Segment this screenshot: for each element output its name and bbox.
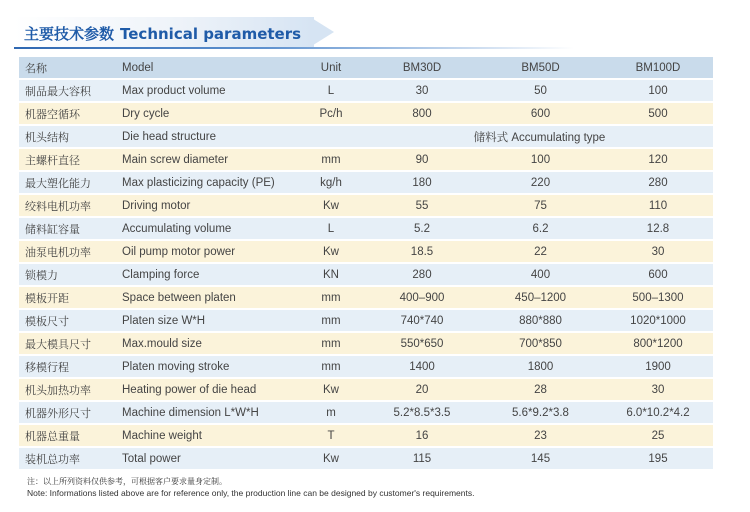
param-value-bm30d: 400–900 — [366, 286, 478, 309]
param-name-en: Die head structure — [116, 125, 296, 148]
param-value-bm30d: 20 — [366, 378, 478, 401]
table-row — [19, 355, 713, 378]
param-unit: L — [296, 79, 366, 102]
param-value-bm100d: 30 — [603, 378, 713, 401]
section-title-bar — [14, 17, 574, 49]
param-value-bm50d: 22 — [478, 240, 603, 263]
param-value-bm50d: 28 — [478, 378, 603, 401]
param-value-bm50d: 880*880 — [478, 309, 603, 332]
param-value-bm30d: 1400 — [366, 355, 478, 378]
param-name-zh: 锁模力 — [19, 263, 116, 286]
table-row — [19, 240, 713, 263]
technical-parameters-table — [19, 57, 713, 471]
param-value-bm100d: 30 — [603, 240, 713, 263]
table-row — [19, 401, 713, 424]
param-name-zh: 装机总功率 — [19, 447, 116, 470]
param-name-en: Total power — [116, 447, 296, 470]
param-name-en: Heating power of die head — [116, 378, 296, 401]
param-unit: m — [296, 401, 366, 424]
header-name-zh: 名称 — [19, 57, 116, 79]
param-name-en: Platen moving stroke — [116, 355, 296, 378]
param-unit: mm — [296, 286, 366, 309]
param-name-zh: 机头加热功率 — [19, 378, 116, 401]
param-unit: Pc/h — [296, 102, 366, 125]
param-value-bm50d: 100 — [478, 148, 603, 171]
param-value-bm30d: 115 — [366, 447, 478, 470]
param-value-bm50d: 450–1200 — [478, 286, 603, 309]
note-zh: 注：以上所列资料仅供参考，可根据客户要求量身定制。 — [27, 477, 227, 486]
param-name-en: Space between platen — [116, 286, 296, 309]
param-value-bm100d: 120 — [603, 148, 713, 171]
table-row — [19, 332, 713, 355]
param-unit: Kw — [296, 194, 366, 217]
table-row — [19, 148, 713, 171]
section-title-zh: 主要技术参数 — [24, 25, 115, 43]
param-name-en: Machine weight — [116, 424, 296, 447]
param-value-bm30d: 800 — [366, 102, 478, 125]
param-value-bm50d: 6.2 — [478, 217, 603, 240]
param-value-all-models: 储料式 Accumulating type — [366, 125, 713, 148]
param-value-bm100d: 1900 — [603, 355, 713, 378]
param-value-bm30d: 5.2 — [366, 217, 478, 240]
param-value-bm100d: 800*1200 — [603, 332, 713, 355]
param-value-bm30d: 180 — [366, 171, 478, 194]
param-name-en: Max.mould size — [116, 332, 296, 355]
param-value-bm100d: 280 — [603, 171, 713, 194]
param-value-bm100d: 12.8 — [603, 217, 713, 240]
table-row — [19, 378, 713, 401]
param-value-bm100d: 1020*1000 — [603, 309, 713, 332]
table-row — [19, 309, 713, 332]
param-value-bm30d: 30 — [366, 79, 478, 102]
param-name-zh: 机头结构 — [19, 125, 116, 148]
param-name-zh: 机器外形尺寸 — [19, 401, 116, 424]
param-name-en: Platen size W*H — [116, 309, 296, 332]
param-name-en: Main screw diameter — [116, 148, 296, 171]
table-row — [19, 171, 713, 194]
param-value-bm30d: 55 — [366, 194, 478, 217]
param-value-bm50d: 220 — [478, 171, 603, 194]
param-unit: KN — [296, 263, 366, 286]
param-value-bm50d: 5.6*9.2*3.8 — [478, 401, 603, 424]
header-model-bm50d: BM50D — [478, 57, 603, 79]
param-value-bm30d: 280 — [366, 263, 478, 286]
param-value-bm50d: 1800 — [478, 355, 603, 378]
param-unit: mm — [296, 309, 366, 332]
title-underline — [14, 47, 574, 49]
param-name-en: Max plasticizing capacity (PE) — [116, 171, 296, 194]
param-name-zh: 模板尺寸 — [19, 309, 116, 332]
param-name-en: Accumulating volume — [116, 217, 296, 240]
param-value-bm30d: 550*650 — [366, 332, 478, 355]
param-name-zh: 最大模具尺寸 — [19, 332, 116, 355]
param-unit: T — [296, 424, 366, 447]
table-header-row — [19, 57, 713, 79]
param-name-zh: 机器空循环 — [19, 102, 116, 125]
param-value-bm100d: 195 — [603, 447, 713, 470]
param-name-zh: 储料缸容量 — [19, 217, 116, 240]
table-row — [19, 424, 713, 447]
section-title — [24, 23, 301, 44]
table-row — [19, 125, 713, 148]
param-name-en: Dry cycle — [116, 102, 296, 125]
param-unit: mm — [296, 332, 366, 355]
param-name-zh: 制品最大容积 — [19, 79, 116, 102]
param-unit: mm — [296, 355, 366, 378]
table-row — [19, 102, 713, 125]
param-name-zh: 移模行程 — [19, 355, 116, 378]
param-value-bm100d: 500–1300 — [603, 286, 713, 309]
param-value-bm50d: 145 — [478, 447, 603, 470]
param-value-bm100d: 500 — [603, 102, 713, 125]
param-name-en: Oil pump motor power — [116, 240, 296, 263]
param-value-bm30d: 18.5 — [366, 240, 478, 263]
table-row — [19, 286, 713, 309]
table-row — [19, 217, 713, 240]
table-row — [19, 447, 713, 470]
title-arrow-decoration — [310, 17, 334, 47]
param-unit: L — [296, 217, 366, 240]
param-name-zh: 主螺杆直径 — [19, 148, 116, 171]
param-value-bm50d: 50 — [478, 79, 603, 102]
param-name-en: Max product volume — [116, 79, 296, 102]
param-value-bm50d: 75 — [478, 194, 603, 217]
param-name-zh: 绞料电机功率 — [19, 194, 116, 217]
header-unit: Unit — [296, 57, 366, 79]
param-unit — [296, 125, 366, 148]
note-en: Note: Informations listed above are for reference only, the production line can be designed by customer's requirements. — [27, 488, 475, 498]
param-value-bm30d: 5.2*8.5*3.5 — [366, 401, 478, 424]
param-name-zh: 模板开距 — [19, 286, 116, 309]
param-name-zh: 机器总重量 — [19, 424, 116, 447]
table-row — [19, 79, 713, 102]
param-unit: mm — [296, 148, 366, 171]
param-value-bm100d: 100 — [603, 79, 713, 102]
param-value-bm100d: 600 — [603, 263, 713, 286]
param-value-bm50d: 23 — [478, 424, 603, 447]
param-value-bm50d: 600 — [478, 102, 603, 125]
param-unit: Kw — [296, 240, 366, 263]
param-name-zh: 最大塑化能力 — [19, 171, 116, 194]
param-value-bm100d: 25 — [603, 424, 713, 447]
param-value-bm100d: 110 — [603, 194, 713, 217]
param-name-en: Machine dimension L*W*H — [116, 401, 296, 424]
param-name-en: Driving motor — [116, 194, 296, 217]
param-unit: Kw — [296, 378, 366, 401]
header-model-bm30d: BM30D — [366, 57, 478, 79]
table-row — [19, 263, 713, 286]
param-value-bm100d: 6.0*10.2*4.2 — [603, 401, 713, 424]
header-model-bm100d: BM100D — [603, 57, 713, 79]
header-model: Model — [116, 57, 296, 79]
param-value-bm50d: 400 — [478, 263, 603, 286]
section-title-en: Technical parameters — [120, 25, 302, 43]
param-value-bm30d: 90 — [366, 148, 478, 171]
param-value-bm50d: 700*850 — [478, 332, 603, 355]
param-name-en: Clamping force — [116, 263, 296, 286]
param-unit: Kw — [296, 447, 366, 470]
param-name-zh: 油泵电机功率 — [19, 240, 116, 263]
table-row — [19, 194, 713, 217]
param-value-bm30d: 16 — [366, 424, 478, 447]
param-unit: kg/h — [296, 171, 366, 194]
param-value-bm30d: 740*740 — [366, 309, 478, 332]
table-body — [19, 57, 713, 470]
